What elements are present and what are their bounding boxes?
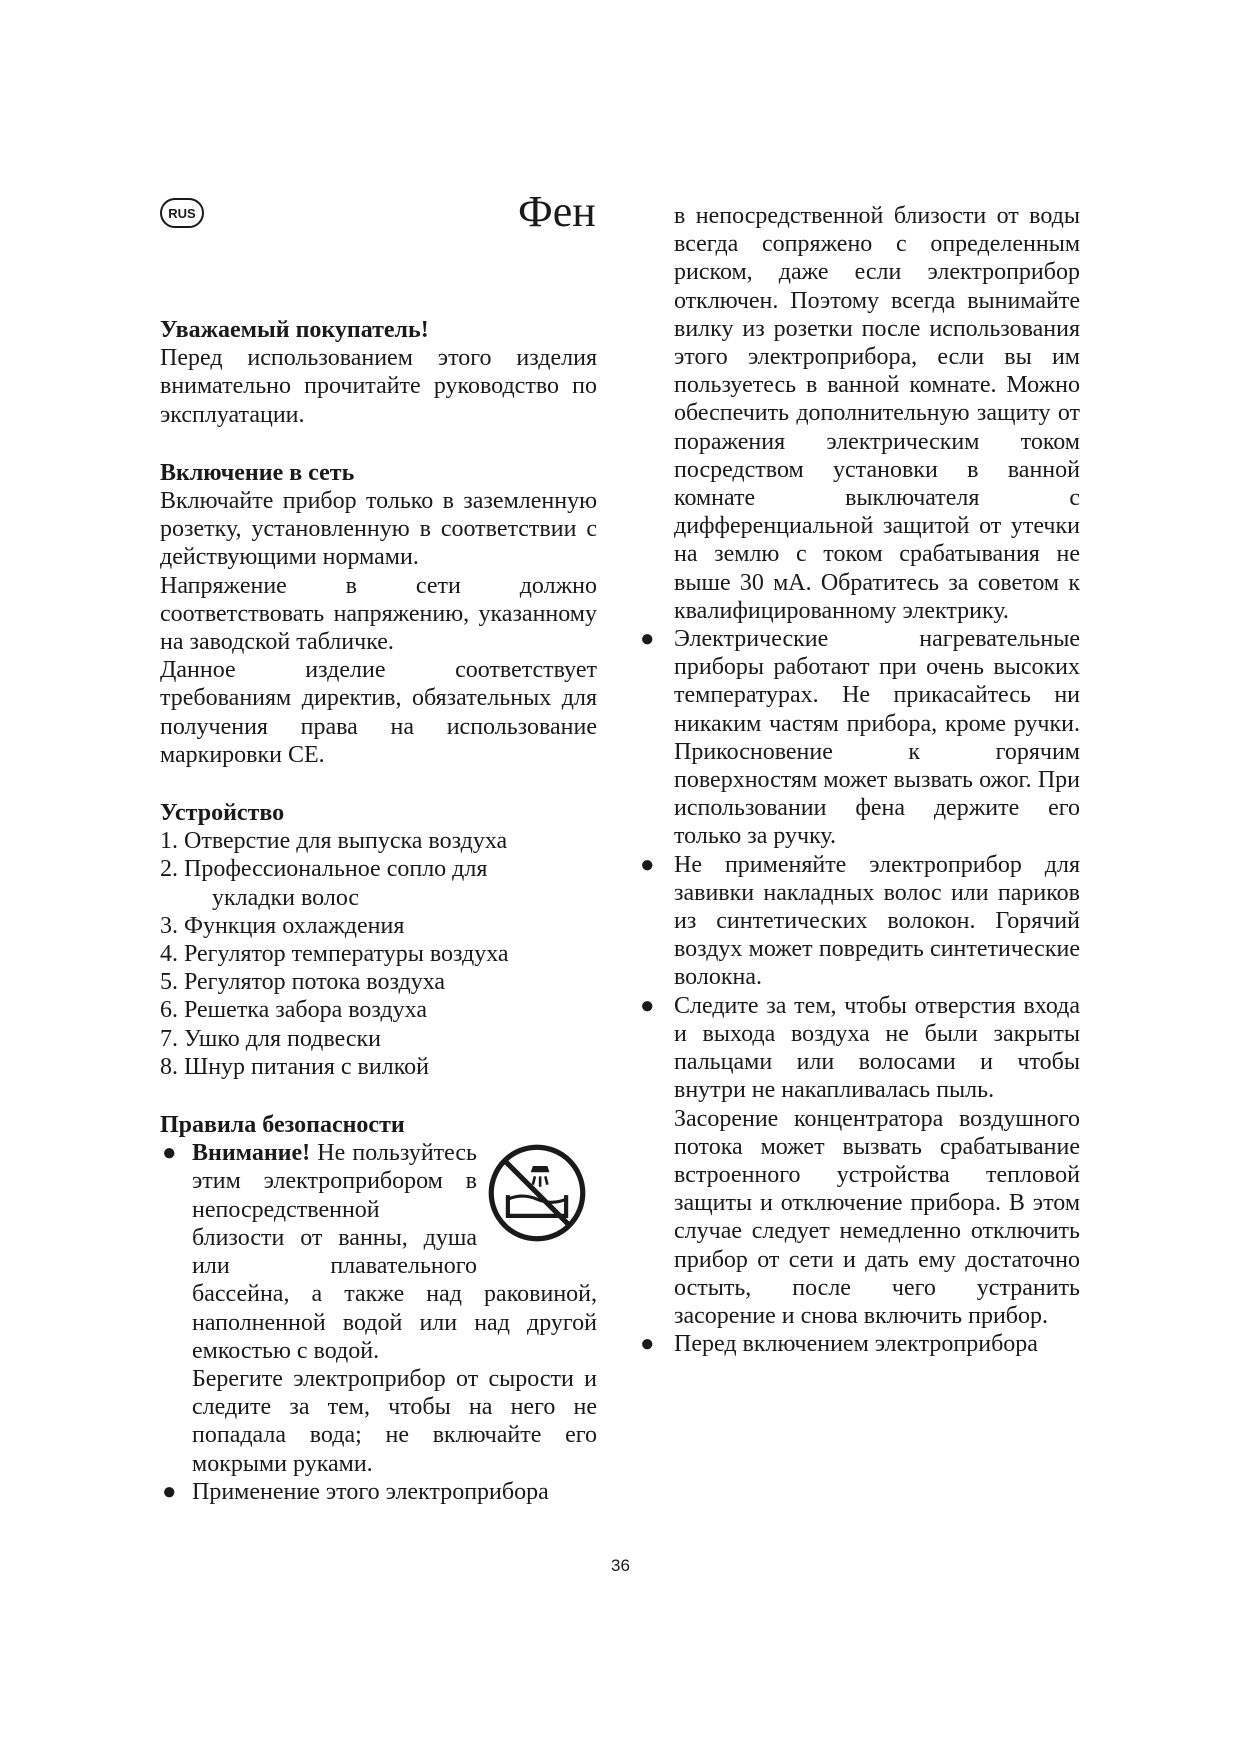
air-openings-bullet [640, 992, 1080, 1105]
heating-bullet [640, 625, 1080, 851]
bullet-icon: ● [640, 1331, 655, 1358]
list-item: 1. Отверстие для выпуска воздуха [160, 828, 508, 855]
list-item: 8. Шнур питания с вилкой [160, 1053, 429, 1080]
application-bullet [160, 1478, 597, 1506]
list-item: 7. Ушко для подвески [160, 1025, 381, 1052]
no-water-near-bath-icon [485, 1141, 597, 1253]
before-use-bullet [640, 1330, 1080, 1358]
power-paragraph-1: Включайте прибор только в заземленную розетку, установленную в соответствии с действующими нормами. [160, 488, 597, 571]
left-column [160, 316, 597, 1506]
warning-paragraph-2: Берегите электроприбор от сырости и следите за тем, чтобы на него не попадала вода; не включайте его мокрыми руками. [192, 1365, 597, 1477]
page-title: Фен [518, 187, 596, 236]
application-text: Применение этого электроприбора [192, 1478, 549, 1505]
warning-label: Внимание! [192, 1140, 311, 1167]
page-number: 36 [611, 1556, 630, 1575]
synthetic-hair-bullet [640, 851, 1080, 992]
continued-paragraph: в непосредственной близости от воды всегда сопряжено с определенным риском, даже если электроприбор отключен. Поэтому всегда вынимайте вилку из розетки после использования этого электроприбора, если вы им пользуетесь в ванной комнате. Можно обеспечить дополнительную защиту от поражения электрическим током посредством установки в ванной комнате выключателя с дифференциальной защитой от утечки на землю с током срабатывания не выше 30 мА. Обратитесь за советом к квалифицированному электрику. [674, 203, 1080, 624]
bullet-icon: ● [640, 992, 655, 1019]
safety-heading: Правила безопасности [160, 1112, 405, 1139]
bullet-icon: ● [640, 851, 655, 878]
right-column [640, 202, 1080, 1358]
synthetic-hair-text: Не применяйте электроприбор для завивки накладных волос или париков из синтетических волокон. Горячий воздух может повредить синтетические волокна. [674, 851, 1080, 991]
list-item: укладки волос [212, 884, 360, 911]
device-list [160, 827, 597, 1081]
power-heading: Включение в сеть [160, 459, 355, 486]
warning-text: Не пользуйтесь этим электроприбором в непосредственной близости от ванны, душа или плавательного бассейна, а также над раковиной, наполненной водой или над другой емкостью с водой. [192, 1140, 597, 1364]
list-item: 2. Профессиональное сопло для [160, 856, 488, 883]
power-paragraph-2: Напряжение в сети должно соответствовать напряжению, указанному на заводской табличке. [160, 572, 597, 656]
device-heading: Устройство [160, 800, 285, 827]
air-openings-text: Следите за тем, чтобы отверстия входа и выхода воздуха не были закрыты пальцами или волосами и чтобы внутри не накапливалась пыль. [674, 992, 1080, 1104]
before-use-text: Перед включением электроприбора [674, 1331, 1038, 1358]
dear-heading: Уважаемый покупатель! [160, 317, 429, 343]
list-item: 6. Решетка забора воздуха [160, 997, 428, 1024]
list-item: 5. Регулятор потока воздуха [160, 969, 446, 996]
heating-text: Электрические нагревательные приборы работают при очень высоких температурах. Не прикасайтесь ни никаким частям прибора, кроме ручки. Прикосновение к горячим поверхностям может вызвать ожог. При использовании фена держите его только за ручку. [674, 626, 1080, 850]
list-item: 4. Регулятор температуры воздуха [160, 941, 509, 968]
no-water-near-bath-icon-svg [485, 1141, 589, 1245]
warning-bullet [160, 1139, 597, 1365]
lang-badge: RUS [160, 198, 204, 228]
clogging-paragraph: Засорение концентратора воздушного потока может вызвать срабатывание встроенного устройства тепловой защиты и отключение прибора. В этом случае следует немедленно отключить прибор от сети и дать ему достаточно остыть, после чего устранить засорение и снова включить прибор. [674, 1105, 1080, 1329]
bullet-icon: ● [162, 1140, 177, 1167]
bullet-icon: ● [640, 626, 655, 653]
dear-text: Перед использованием этого изделия внимательно прочитайте руководство по эксплуатации. [160, 345, 597, 428]
bullet-icon: ● [162, 1478, 177, 1505]
list-item: 3. Функция охлаждения [160, 912, 405, 939]
power-paragraph-3: Данное изделие соответствует требованиям директив, обязательных для получения права на использование маркировки СЕ. [160, 657, 597, 768]
